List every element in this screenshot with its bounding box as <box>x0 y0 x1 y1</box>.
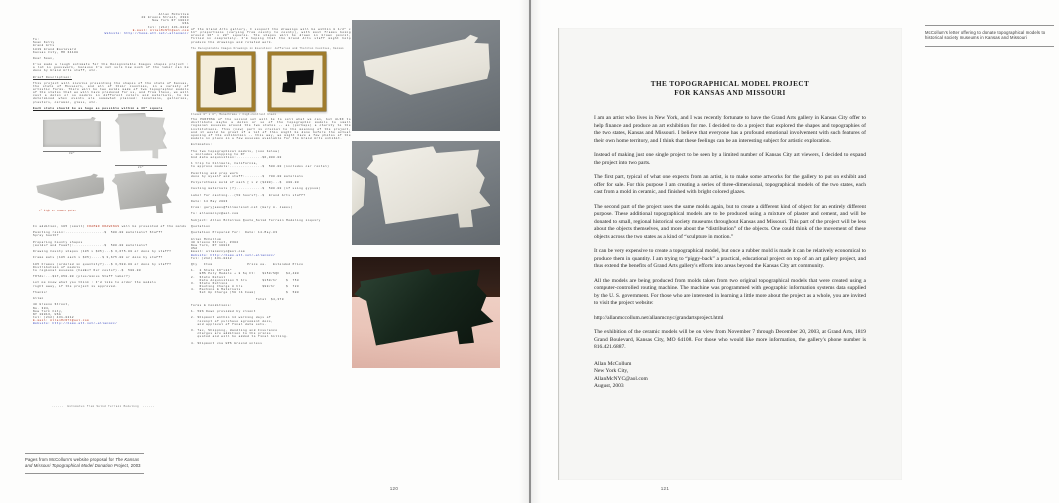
kansas-model-shape <box>361 33 491 106</box>
photo-kansas-model-white <box>352 20 500 131</box>
missouri-outline-sketch <box>115 113 167 161</box>
framed-drawings-note <box>33 225 189 228</box>
caption-work-title: The Kansas and Missouri Topographical Model Donation Project <box>25 457 140 468</box>
page-number-left: 120 <box>389 486 399 491</box>
missouri-3d-sketch <box>111 168 173 219</box>
letter-body: I am an artist who lives in New York, and I was recently fortunate to have the Grand Arts gallery in Kansas City offer to help finance and produce an art exhibition for me. I decided to do a project that explored the shapes and topographies of the two states, Kansas and Missouri. I believe that everyone has a profound emotional involvement with such features of their own home territory, and I think that these feelings can be an interesting subject for artistic exploration. Instead of making just one single project to be seen by a limited number of Kansas City art viewers, I decided to expand the project into two parts. The first part, typical of what one expects from an artist, is to make some artworks for the gallery to put on exhibit and offer for sale. For this purpose I am creating a series of three-dimensional, topographical models of the two states, each cast from a mold in ceramic, and finished with bright colored glazes. The second part of the project uses the same molds again, but to create a different kind of object for an entirely different purpose. These additional topographical models are to be produced using a mixture of plaster and cement, and will be donated to small, regional historical society museums throughout Kansas and Missouri. This part of the project will be less about the objects themselves, and more about the “distribution” of the objects. One could think of the movement of these objects across the two states as a kind of “sculpture in motion.” It can be very expensive to create a topographical model, but once a rubber mold is made it can be relatively economical to produce them in quantity. I am trying to “piggy-back” a practical, educational project on top of an art gallery project, and thus extend the benefits of Grand Arts gallery's efforts into areas beyond the Kansas City art community. All the models are being produced from molds taken from two original topographical models that were created using a computer-controlled routing machine. The machine was programmed with geographic information systems data supplied by the U. S. government. For those who are interested in learning a little more about the project as a whole, you are invited to visit the project website: http://allanmccollum.net/allanmcnyc/grandartsproject.html The exhibition of the ceramic models will be on view from November 7 through December 20, 2003, at Grand Arts, 1819 Grand Boulevard, Kansas City, MO 64108. For those who would like more information, the gallery's phone number is 816.421.6887. <box>594 115 866 351</box>
county-silhouette <box>214 67 237 96</box>
left-page-caption <box>25 453 144 474</box>
page-gutter-line <box>529 0 531 503</box>
scanned-letter-sheet <box>558 28 902 480</box>
proposal-letter-document <box>33 13 189 328</box>
photo-missouri-model-green <box>352 257 500 368</box>
estimates-list: Estimates: The two topographical models, (see below) + includes shipping to NY And data acquisition:............$6,000.00 1 trip to Fillmore, California, to approve models:...............$ 500.00 (includes car rental) Painting and prep work done by myself and staff:........$ 700.00 materials Polyurethane mold of each [ x 2 ($400)...$ 800.00 Casting materials (?)............$ 500.00 (if using gypsum) Labor for casting...(50 hours?)..$ Grand Arts staff? <box>191 143 330 197</box>
letter-title <box>594 80 866 98</box>
letter-estimate-list: Painting resin:..................$ 500.00 materials? Staff? Spray booth? Preparing County shapes (molds? and foam?):..............$ 500.00 materials? Drawing County shapes (105 x $35)...$ 3,675.00 or done by staff? Frame mats (105 each x $35).....$ 3,675.00 or done by staff? 105 Frames (ordered in quantity?)...$ 3,500.00 or done by staff? Distribution of models to regional museums (FedEx? Our costs?)..$ 500.00 TOTAL:...$17,050.00 (plus/minus Staff labor?) <box>33 231 172 279</box>
caption-prefix: Pages from McCollum's website proposal for <box>25 457 116 462</box>
right-page-margin-caption: McCollum's letter offering to donate topographical models to historical society museums in Kansas and Missouri <box>925 25 1054 47</box>
page-number-right: 121 <box>660 486 670 491</box>
letter-sender-block: Allan McCollum 40 Greene Street, #304 New York NY 10013 USA tel: (212) 431-0212 E-mail: AllanMcNYC@aol.com Website: http://home.att.net/~allanmcc/ <box>104 13 189 35</box>
quotation-email: Date: 14 May 2003 From: garyjames@fillmorenet.net (Gary A. James) To: allanmcnyc@aol.com Subject: Allan McCollum Quote_Solid Terrain Modeling inquiry Quotation Quotation Prepared for: Date: 14-May-03 Allan McCollum 40 Greene Street, #304 New York, NY 10013 USA Email: allanmcnyc@aol.com Website: http://home.att.net/~allanmcc/ Tel: (212) 431-0212 Qty Item Price ea. Extended Price 1. 2 State 16"x24" EMS Poly Models + 8 Sq Ft: $150/SQF $2,400 2. State Detail Data Acquisition 5 hrs $150/hr $ 750 3. State Outline Routing Charge 8 hrs $90/hr $ 720 4. Machine & Materials Set Up Charge (50 lb Foam) $ 500 Total $4,370 <box>191 199 321 301</box>
letter-intro-paragraph: I've made a rough estimate for the Recognizable Images shapes project : a lot is guesswork, because I'm not sure how much of the labor can be done by Grand Arts staff, etc. <box>33 63 189 73</box>
framed-note-post: will be presented of the molds <box>119 224 187 228</box>
letter-title-line2: FOR KANSAS AND MISSOURI <box>674 89 786 98</box>
letter-signature-block: 40 Greene Street, No. 304, New York City, NY 10013, USA tel: (212) 431-0212 E-mail: AllanMcNYC@aol.com Website: http://home.att.net/~allanmcc/ <box>33 303 118 326</box>
letter-brief-heading: Brief Description: <box>33 75 72 79</box>
framed-note-red: FRAMED DRAWINGS <box>87 224 120 228</box>
framed-drawings-caption-bottom: Frames 8" x 8", Monochrome / high-contrast black <box>191 112 277 116</box>
letter-size-highlight: Each state should be as huge as possible within a 36" square <box>33 106 163 110</box>
letter-description-paragraph: This project will involve presenting the shapes of the state of Kansas, the state of Missouri, and all of their counties, in a variety of artistic forms. There will be two molds made of two topographic models of the states that we will have produced for us, and from these, we will cast a dozen or so models in different colors and materials, to be determined when events are somewhat planned: locations, galleries, plasters, ceramic, glass, etc. <box>33 81 189 104</box>
purpose-paragraph: The PURPOSE of the second set will be to sell what we can, but ALSO to distribute maybe a dozen or so of the topographic models to small regional museums around the two states -- as (perhaps) a charity to the institutions. This (new) part is crucial to the meaning of the project, and it would be great if a lot of this might be done before the actual opening of the exhibition -- this way, we might have a few photos of the models in place in a few museums available for the Grand Arts exhibit. <box>191 118 351 141</box>
framed-county-drawing-thornton <box>268 52 326 111</box>
adjacent-model-edge <box>352 170 365 216</box>
photo-missouri-model-white <box>352 141 500 245</box>
framed-note-pre: In addition, 105 (small) <box>33 224 88 228</box>
project-letter <box>559 28 902 480</box>
terms-and-conditions: Terms & Conditions: 1. 50% Down provided by client 2. Shipment within 14 working days of receipt of purchase agreement docs, and approval of final data sets. 3. Tax, Shipping, Handling and Insurance charges are addition to the prices quoted and will be added to final billing. 4. Shipment via UPS Ground unless <box>191 303 289 345</box>
letter-title-line1: THE TOPOGRAPHICAL MODEL PROJECT <box>650 80 810 88</box>
framed-county-drawings <box>197 52 351 111</box>
framed-county-drawing-jefferson <box>197 52 255 111</box>
letter-signature: Allan McCollum New York City, AllanMcNYC@aol.com August, 2003 <box>594 360 648 390</box>
frames-intro-paragraph: of the Grand Arts gallery, I suspect the drawings will be within 8 1/2" x 11" proportions (varying from county to county), with most frames being around 16" x 20" squares. The shapes will be drawn in brown pencil, filled in completely. I'm hoping that the Grand Arts staff might help produce the drawings and related work. <box>191 28 351 44</box>
model-height-note: 2" high at LOWEST point <box>39 208 77 212</box>
missouri-model-shape <box>365 141 493 244</box>
estimate-quotation-document <box>191 28 351 348</box>
missouri-width-dimension: 24" <box>115 165 167 170</box>
kansas-width-dimension: 38" <box>43 151 101 156</box>
caption-suffix: , 2003 <box>128 462 141 468</box>
letter-recipient-block: To: Sean Kelly Grand Arts 1819 Grand Boulevard Kansas City, MO 64108 <box>33 38 79 54</box>
state-sketches <box>33 113 189 223</box>
solid-terrain-modeling-divider: ------ Estimates from Solid Terrain Modeling ------ <box>52 405 155 408</box>
letter-salutation: Dear Sean, <box>33 56 55 60</box>
kansas-3d-sketch <box>35 173 105 207</box>
kansas-outline-sketch <box>43 117 101 147</box>
county-silhouette <box>279 66 315 97</box>
letter-closing: Let me know what you think : I'd like to order the models right away, if the project is approved. Thanks! Allan <box>33 281 157 301</box>
framed-drawings-caption-top: The Recognizable Images Drawings in Execution: Jefferson and Thornton Counties, Kansas <box>191 46 344 50</box>
